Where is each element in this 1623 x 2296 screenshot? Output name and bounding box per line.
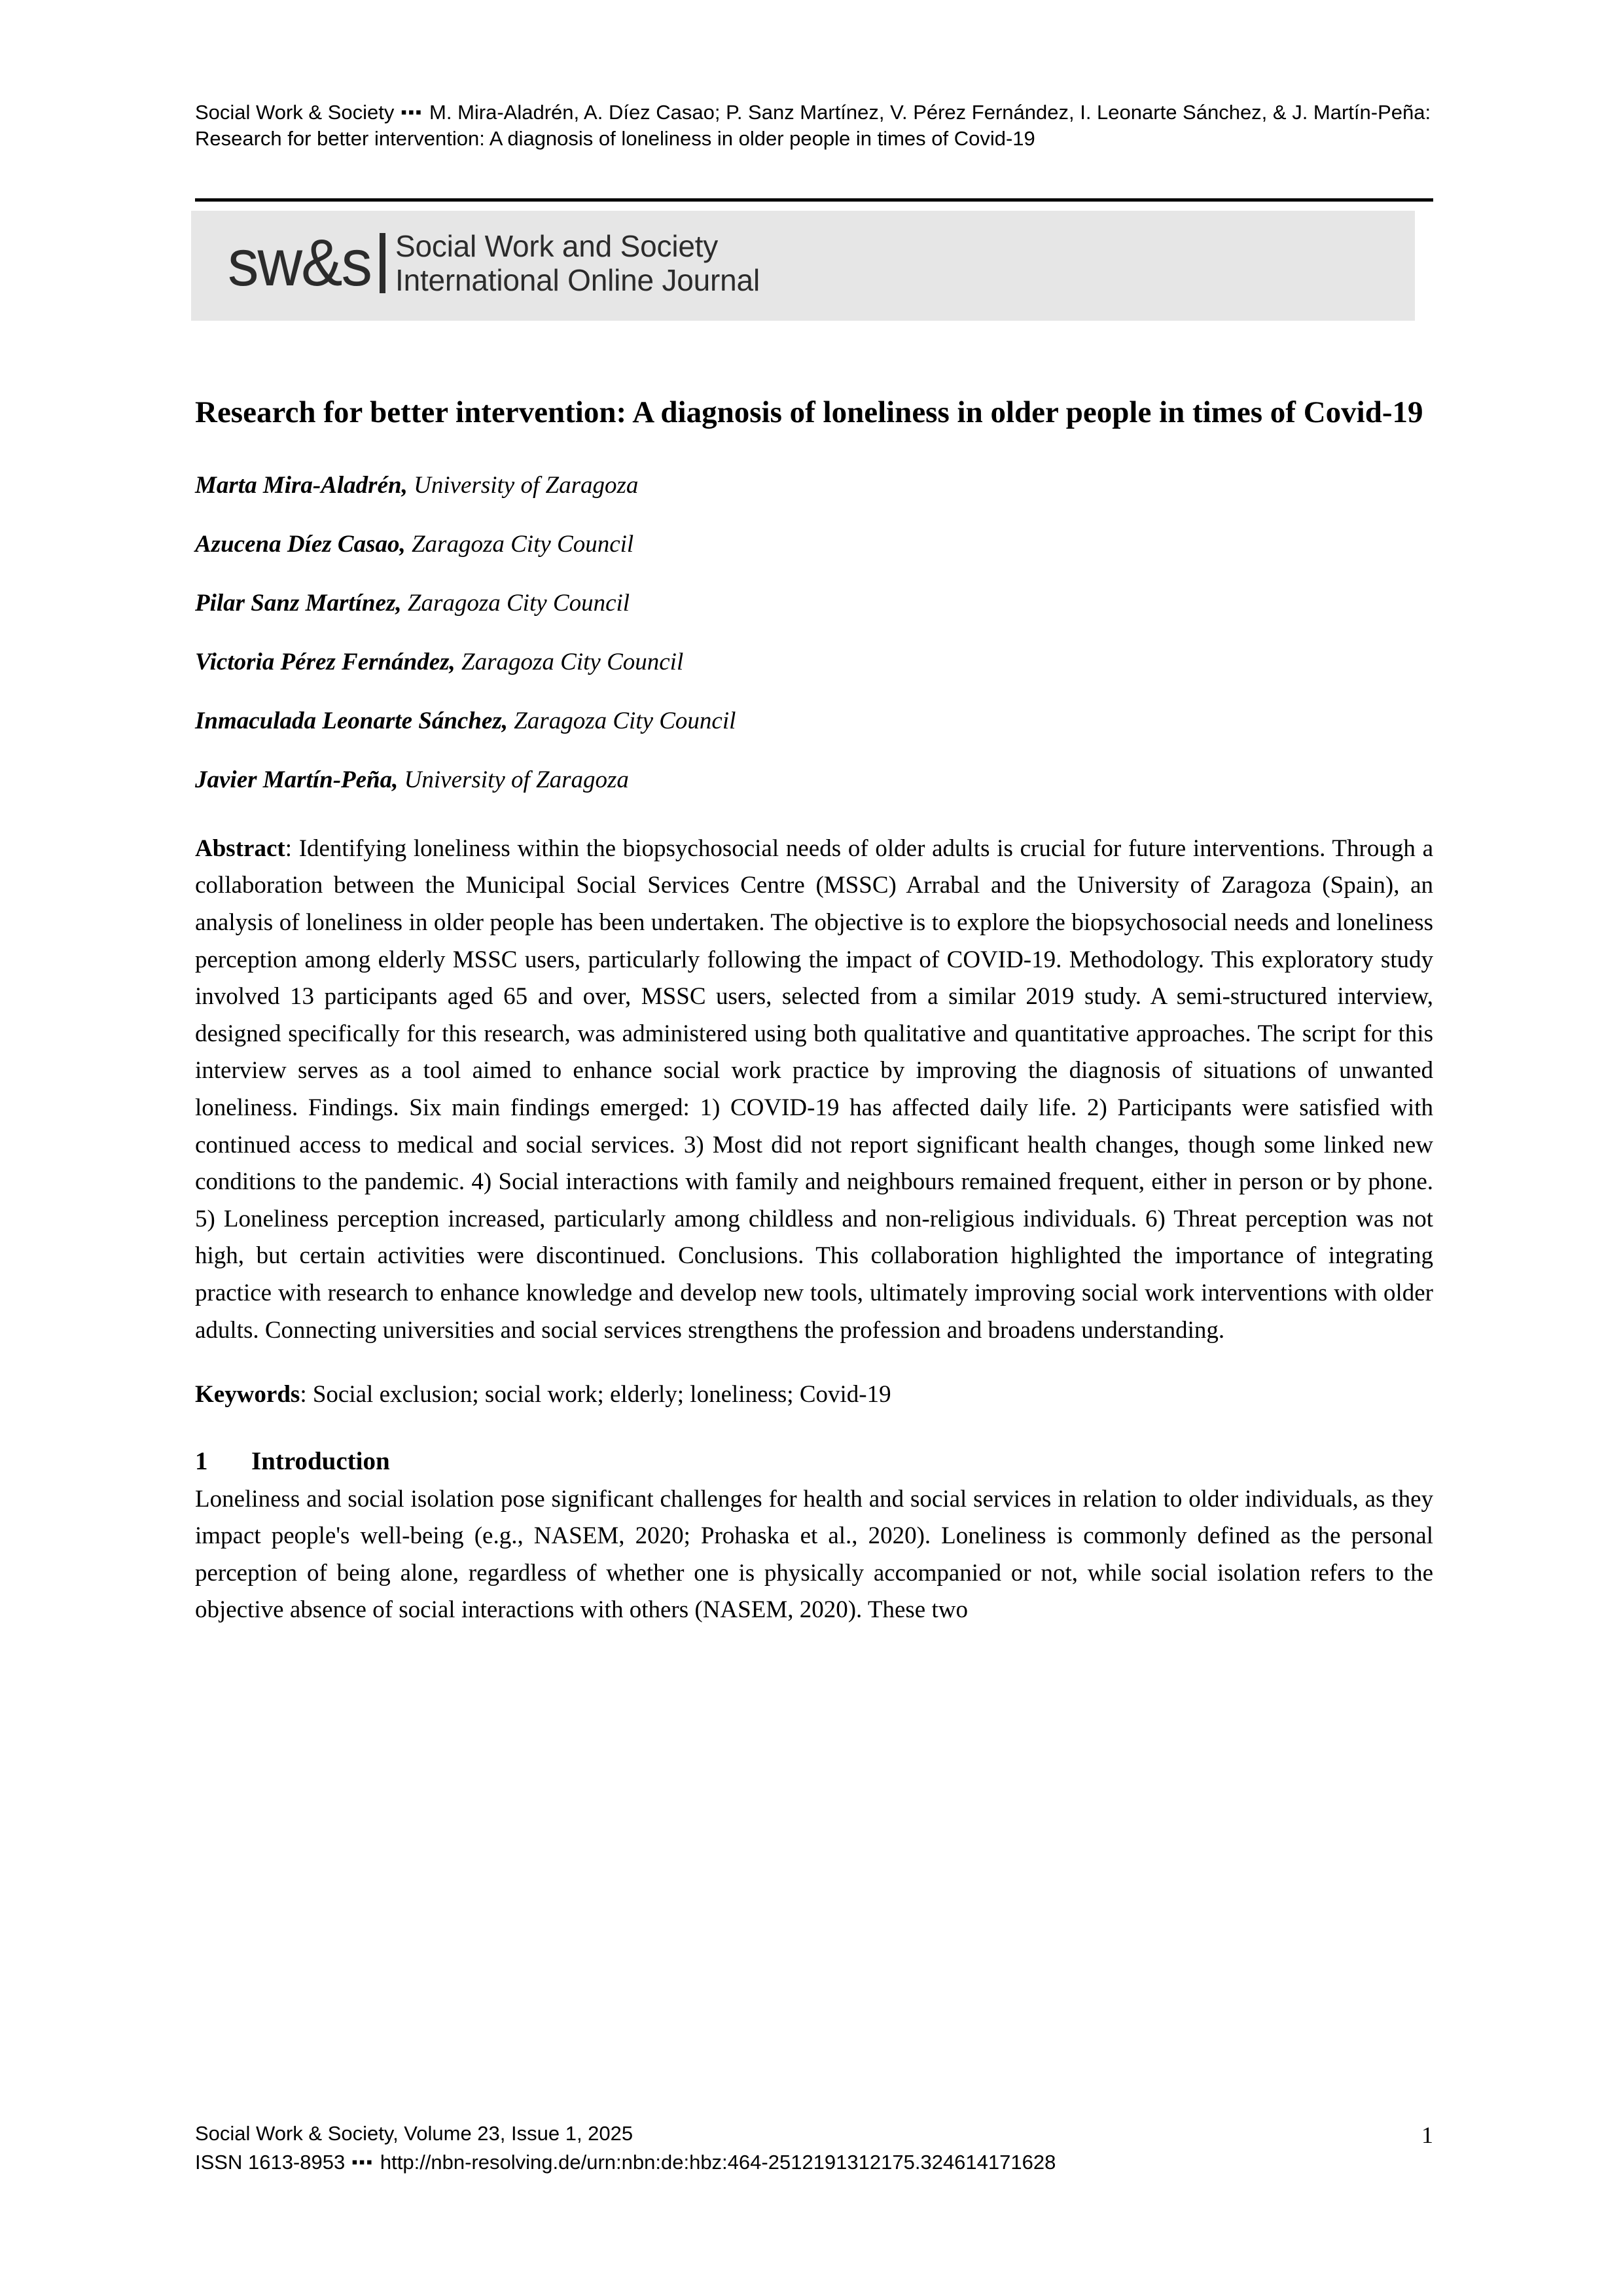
logo-divider-bar: [380, 233, 385, 293]
page-footer: [195, 2119, 1433, 2177]
author-affiliation: University of Zaragoza: [414, 472, 639, 499]
author-name: Inmaculada Leonarte Sánchez,: [195, 707, 508, 734]
journal-logo: [228, 226, 760, 300]
journal-name-line1: Social Work and Society: [395, 229, 719, 263]
running-header-separator-icon: ▪▪▪: [401, 102, 423, 122]
author-entry: [195, 528, 1433, 561]
footer-issn-url-line: [195, 2148, 1056, 2177]
author-name: Azucena Díez Casao,: [195, 531, 406, 558]
author-entry: [195, 646, 1433, 679]
keywords-label: Keywords: [195, 1381, 300, 1408]
footer-row: [195, 2119, 1433, 2177]
page-number: 1: [1421, 2122, 1433, 2148]
introduction-paragraph: Loneliness and social isolation pose significant challenges for health and social services in relation to older individuals, as they impact people's well-being (e.g., NASEM, 2020; Prohaska et al., 2020). Loneliness is commonly defined as the personal perception of being alone, regardless of whether one is physically accompanied or not, while social isolation refers to the objective absence of social interactions with others (NASEM, 2020). These two: [195, 1485, 1433, 1624]
journal-name-line2: International Online Journal: [395, 263, 760, 298]
footer-text-block: [195, 2119, 1056, 2177]
footer-url[interactable]: http://nbn-resolving.de/urn:nbn:de:hbz:464-2512191312175.324614171628: [380, 2151, 1056, 2174]
journal-logo-band: [191, 211, 1415, 321]
header-divider: [195, 198, 1433, 202]
author-affiliation: Zaragoza City Council: [407, 589, 630, 617]
author-affiliation: Zaragoza City Council: [411, 531, 634, 558]
section-title: Introduction: [251, 1446, 390, 1475]
author-name: Victoria Pérez Fernández,: [195, 648, 455, 675]
author-entry: [195, 469, 1433, 502]
article-title: Research for better intervention: A diagnosis of loneliness in older people in times of Covid-19: [195, 395, 1423, 429]
abstract-paragraph: [195, 831, 1433, 1350]
footer-separator-icon: ▪▪▪: [351, 2152, 374, 2172]
running-header: [195, 99, 1433, 152]
keywords-text: : Social exclusion; social work; elderly; loneliness; Covid-19: [300, 1381, 891, 1408]
journal-name-block: [395, 229, 760, 298]
footer-issn: ISSN 1613-8953: [195, 2151, 346, 2174]
running-header-journal: Social Work & Society: [195, 101, 395, 124]
sws-logo-mark: sw&s: [228, 226, 371, 300]
author-entry: [195, 705, 1433, 738]
section-number: 1: [195, 1446, 208, 1475]
abstract-label: Abstract: [195, 834, 285, 862]
keywords-paragraph: [195, 1376, 1433, 1414]
abstract-text: : Identifying loneliness within the biopsychosocial needs of older adults is crucial for future interventions. Through a collaboration between the Municipal Social Services Centre (MSSC) Arrabal and the University of Zaragoza (Spain), an analysis of loneliness in older people has been undertaken. The objective is to explore the biopsychosocial needs and loneliness perception among elderly MSSC users, particularly following the impact of COVID-19. Methodology. This exploratory study involved 13 participants aged 65 and over, MSSC users, selected from a similar 2019 study. A semi-structured interview, designed specifically for this research, was administered using both qualitative and quantitative approaches. The script for this interview serves as a tool aimed to enhance social work practice by improving the diagnosis of situations of unwanted loneliness. Findings. Six main findings emerged: 1) COVID-19 has affected daily life. 2) Participants were satisfied with continued access to medical and social services. 3) Most did not report significant health changes, though some linked new conditions to the pandemic. 4) Social interactions with family and neighbours remained frequent, either in person or by phone. 5) Loneliness perception increased, particularly among childless and non-religious individuals. 6) Threat perception was not high, but certain activities were discontinued. Conclusions. This collaboration highlighted the importance of integrating practice with research to enhance knowledge and develop new tools, ultimately improving social work interventions with older adults. Connecting universities and social services strengthens the profession and broadens understanding.: [195, 834, 1433, 1344]
author-affiliation: Zaragoza City Council: [514, 707, 736, 734]
author-entry: [195, 587, 1433, 620]
author-affiliation: University of Zaragoza: [404, 766, 629, 793]
section-heading-introduction: [195, 1445, 1433, 1479]
running-header-citation: M. Mira-Aladrén, A. Díez Casao; P. Sanz Martínez, V. Pérez Fernández, I. Leonarte Sánchez, & J. Martín-Peña: Research for better intervention: A diagnosis of loneliness in older people in times of Covid-19: [195, 101, 1431, 151]
article-content: [195, 393, 1433, 1629]
author-name: Marta Mira-Aladrén,: [195, 472, 408, 499]
author-entry: [195, 764, 1433, 797]
author-name: Javier Martín-Peña,: [195, 766, 399, 793]
author-name: Pilar Sanz Martínez,: [195, 589, 402, 617]
footer-journal-issue: Social Work & Society, Volume 23, Issue 1, 2025: [195, 2122, 633, 2145]
author-affiliation: Zaragoza City Council: [461, 648, 684, 675]
